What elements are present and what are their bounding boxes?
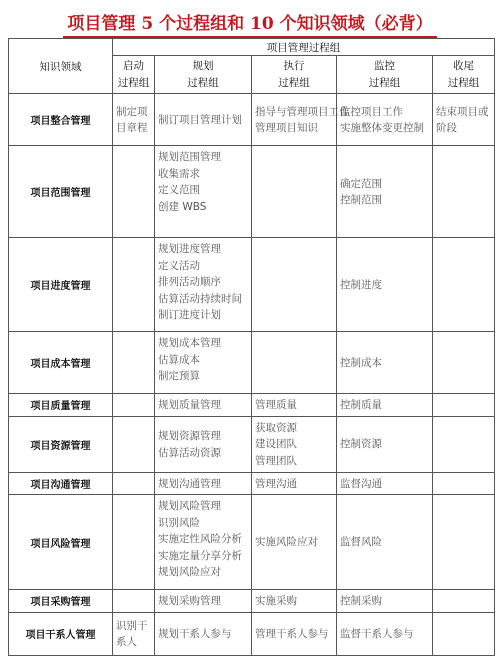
process-cell-closing bbox=[433, 612, 495, 655]
title-wrap bbox=[0, 0, 500, 38]
group-subtitle: 过程组 bbox=[278, 76, 310, 89]
process-cell-executing bbox=[252, 612, 337, 655]
process-cell-monitoring bbox=[337, 590, 433, 613]
table-row bbox=[9, 94, 495, 146]
process-item: 制定预算 bbox=[158, 370, 200, 382]
process-cell-closing bbox=[433, 238, 495, 332]
table-row bbox=[9, 495, 495, 590]
process-item: 实施定性风险分析 bbox=[158, 533, 242, 545]
page-title: 项目管理 5 个过程组和 10 个知识领域（必背） bbox=[63, 9, 436, 38]
group-name: 执行 bbox=[283, 60, 305, 72]
process-item: 规划范围管理 bbox=[158, 151, 221, 163]
process-item: 控制范围 bbox=[340, 194, 382, 206]
table-row bbox=[9, 416, 495, 472]
process-cell-planning bbox=[155, 146, 252, 238]
process-cell-initiating bbox=[113, 332, 155, 394]
process-cell-planning bbox=[155, 472, 252, 495]
process-cell-closing bbox=[433, 590, 495, 613]
process-cell-planning bbox=[155, 238, 252, 332]
process-item: 确定范围 bbox=[340, 177, 382, 190]
process-cell-monitoring bbox=[337, 416, 433, 472]
process-item: 识别干系人 bbox=[116, 619, 148, 648]
process-item: 实施定量分享分析 bbox=[158, 549, 242, 562]
process-item: 定义范围 bbox=[158, 184, 200, 196]
process-cell-closing bbox=[433, 495, 495, 590]
knowledge-area-cell: 项目成本管理 bbox=[9, 332, 113, 394]
process-cell-executing bbox=[252, 472, 337, 495]
knowledge-area-cell: 项目资源管理 bbox=[9, 416, 113, 472]
process-cell-closing bbox=[433, 94, 495, 146]
process-item: 定义活动 bbox=[158, 259, 200, 272]
process-cell-planning bbox=[155, 394, 252, 417]
process-item: 估算活动持续时间 bbox=[158, 292, 242, 305]
process-item: 制订项目管理计划 bbox=[158, 113, 242, 126]
process-cell-planning bbox=[155, 612, 252, 655]
group-subtitle: 过程组 bbox=[368, 76, 401, 89]
group-name: 监控 bbox=[374, 60, 395, 72]
process-cell-planning bbox=[155, 590, 252, 613]
group-name: 启动 bbox=[123, 60, 144, 72]
process-item: 建设团队 bbox=[255, 438, 297, 450]
group-subtitle: 过程组 bbox=[117, 76, 150, 89]
process-item: 规划采购管理 bbox=[158, 595, 221, 607]
process-item: 规划干系人参与 bbox=[158, 627, 232, 640]
knowledge-area-cell: 项目采购管理 bbox=[9, 590, 113, 613]
process-cell-executing bbox=[252, 394, 337, 417]
process-cell-closing bbox=[433, 416, 495, 472]
process-cell-monitoring bbox=[337, 612, 433, 655]
process-item: 实施采购 bbox=[255, 595, 297, 607]
process-cell-initiating bbox=[113, 94, 155, 146]
process-cell-planning bbox=[155, 332, 252, 394]
process-cell-planning bbox=[155, 495, 252, 590]
header-group-planning bbox=[155, 56, 252, 94]
table-row bbox=[9, 394, 495, 417]
header-group-closing bbox=[433, 56, 495, 94]
process-cell-monitoring bbox=[337, 495, 433, 590]
group-name: 规划 bbox=[192, 60, 214, 72]
process-cell-initiating bbox=[113, 238, 155, 332]
group-name: 收尾 bbox=[453, 60, 475, 72]
process-cell-initiating bbox=[113, 472, 155, 495]
process-cell-executing bbox=[252, 94, 350, 146]
process-item: 管理干系人参与 bbox=[255, 627, 329, 640]
process-cell-executing bbox=[252, 590, 337, 613]
header-group-initiating bbox=[113, 56, 155, 94]
process-item: 获取资源 bbox=[255, 421, 297, 434]
group-subtitle: 过程组 bbox=[187, 76, 219, 89]
knowledge-area-cell: 项目范围管理 bbox=[9, 146, 113, 238]
process-item: 实施整体变更控制 bbox=[340, 122, 424, 134]
group-subtitle: 过程组 bbox=[447, 76, 480, 89]
table-row bbox=[9, 612, 495, 655]
process-cell-planning bbox=[155, 94, 252, 146]
process-cell-executing bbox=[252, 146, 337, 238]
process-item: 控制成本 bbox=[340, 356, 382, 369]
process-cell-executing bbox=[252, 416, 337, 472]
process-cell-monitoring bbox=[337, 94, 433, 146]
process-item: 监督干系人参与 bbox=[340, 627, 414, 640]
process-cell-closing bbox=[433, 146, 495, 238]
table-row bbox=[9, 238, 495, 332]
process-item: 实施风险应对 bbox=[255, 536, 318, 549]
process-item: 控制资源 bbox=[340, 438, 382, 451]
process-cell-monitoring bbox=[337, 146, 433, 238]
process-item: 管理团队 bbox=[255, 454, 297, 467]
process-item: 管理沟通 bbox=[255, 477, 297, 490]
process-cell-executing bbox=[252, 495, 337, 590]
table-row bbox=[9, 332, 495, 394]
table-row bbox=[9, 146, 495, 238]
knowledge-area-cell: 项目干系人管理 bbox=[9, 612, 113, 655]
process-cell-monitoring bbox=[337, 394, 433, 417]
knowledge-area-cell: 项目整合管理 bbox=[9, 94, 113, 146]
process-item: 控制采购 bbox=[340, 595, 382, 607]
process-cell-executing bbox=[252, 332, 337, 394]
knowledge-process-table bbox=[8, 38, 495, 656]
process-cell-monitoring bbox=[337, 238, 433, 332]
process-item: 控制质量 bbox=[340, 399, 382, 411]
process-item: 规划沟通管理 bbox=[158, 477, 221, 490]
process-item: 估算活动资源 bbox=[158, 446, 221, 459]
process-item: 收集需求 bbox=[158, 167, 200, 180]
process-item: 创建 WBS bbox=[158, 200, 207, 213]
process-item: 监控项目工作 bbox=[340, 105, 403, 118]
process-item: 规划风险管理 bbox=[158, 500, 221, 512]
process-item: 结束项目或阶段 bbox=[436, 105, 489, 134]
process-cell-closing bbox=[433, 472, 495, 495]
knowledge-area-cell: 项目质量管理 bbox=[9, 394, 113, 417]
process-item: 控制进度 bbox=[340, 278, 382, 291]
process-cell-initiating bbox=[113, 495, 155, 590]
header-group-monitoring bbox=[337, 56, 433, 94]
process-item: 指导与管理项目工作 bbox=[255, 105, 350, 118]
knowledge-area-cell: 项目进度管理 bbox=[9, 238, 113, 332]
table-row bbox=[9, 590, 495, 613]
process-item: 识别风险 bbox=[158, 516, 200, 529]
process-cell-initiating bbox=[113, 590, 155, 613]
process-cell-closing bbox=[433, 332, 495, 394]
process-cell-executing bbox=[252, 238, 337, 332]
process-item: 管理质量 bbox=[255, 399, 297, 411]
process-item: 制订进度计划 bbox=[158, 309, 221, 321]
header-knowledge-area: 知识领域 bbox=[9, 39, 113, 94]
process-cell-planning bbox=[155, 416, 252, 472]
process-cell-initiating bbox=[113, 612, 155, 655]
process-item: 管理项目知识 bbox=[255, 122, 318, 134]
process-item: 规划质量管理 bbox=[158, 399, 221, 411]
process-item: 估算成本 bbox=[158, 353, 200, 366]
header-process-group: 项目管理过程组 bbox=[113, 39, 495, 56]
knowledge-area-cell: 项目沟通管理 bbox=[9, 472, 113, 495]
process-cell-monitoring bbox=[337, 332, 433, 394]
process-item: 监督沟通 bbox=[340, 477, 382, 490]
process-cell-initiating bbox=[113, 416, 155, 472]
header-group-executing bbox=[252, 56, 337, 94]
process-item: 规划成本管理 bbox=[158, 337, 221, 349]
process-item: 规划资源管理 bbox=[158, 430, 221, 442]
process-item: 规划进度管理 bbox=[158, 243, 221, 255]
process-cell-initiating bbox=[113, 146, 155, 238]
table-row bbox=[9, 472, 495, 495]
process-cell-closing bbox=[433, 394, 495, 417]
process-item: 监督风险 bbox=[340, 536, 382, 549]
process-item: 规划风险应对 bbox=[158, 566, 221, 578]
process-item: 制定项目章程 bbox=[116, 105, 148, 134]
process-cell-initiating bbox=[113, 394, 155, 417]
knowledge-area-cell: 项目风险管理 bbox=[9, 495, 113, 590]
process-cell-monitoring bbox=[337, 472, 433, 495]
process-item: 排列活动顺序 bbox=[158, 276, 221, 288]
